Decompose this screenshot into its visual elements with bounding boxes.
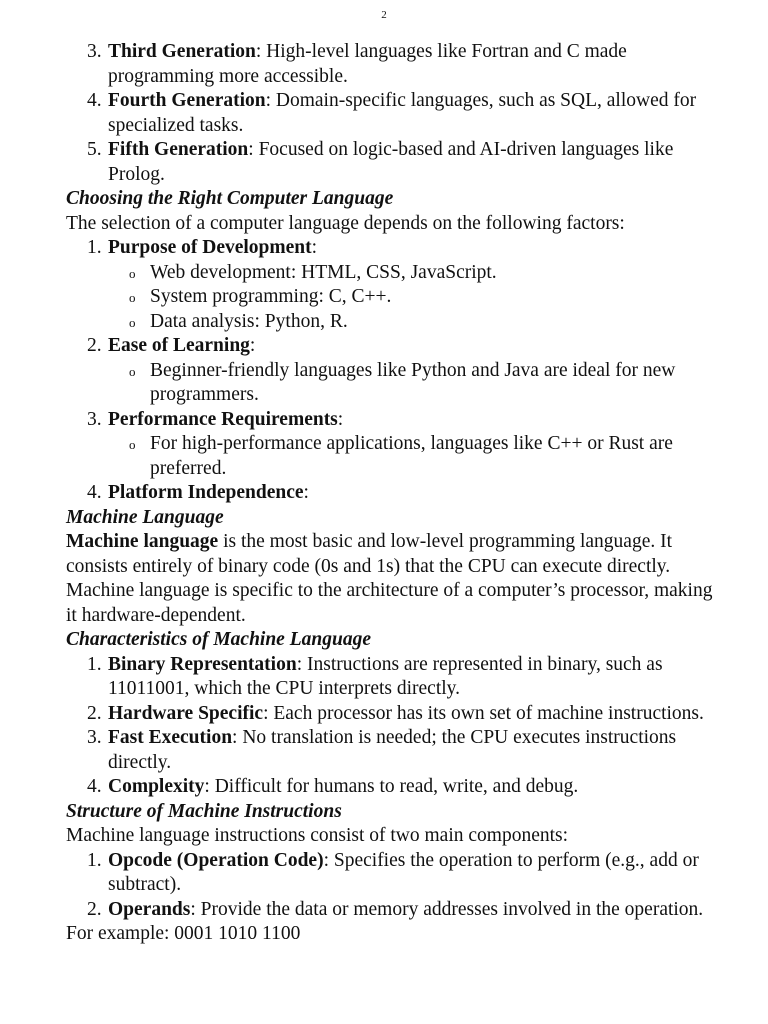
list-marker: 1. xyxy=(87,653,102,675)
sub-item-text: Data analysis: Python, R. xyxy=(150,310,348,332)
list-marker: 2. xyxy=(87,898,102,920)
description: : Specifies the operation to perform (e.g., add or subtract). xyxy=(108,849,699,895)
sub-item-text: Beginner-friendly languages like Python and Java are ideal for new programmers. xyxy=(150,359,676,405)
list-marker: 2. xyxy=(87,335,102,356)
description: : Domain-specific languages, such as SQL, allowed for specialized tasks. xyxy=(108,90,697,136)
sub-list-item xyxy=(129,359,726,408)
list-item xyxy=(87,408,726,482)
term: Operands xyxy=(108,898,191,920)
description: : xyxy=(303,482,309,503)
sub-item-text: System programming: C, C++. xyxy=(150,286,392,307)
section-heading: Characteristics of Machine Language xyxy=(66,629,371,650)
list-item xyxy=(87,775,726,800)
list-marker: 2. xyxy=(87,702,102,724)
sub-list xyxy=(108,261,726,335)
list-marker: 4. xyxy=(87,482,102,503)
sub-list xyxy=(108,359,726,408)
description: : High-level languages like Fortran and C made programming more accessible. xyxy=(108,41,627,87)
list-item xyxy=(87,849,726,898)
paragraph xyxy=(66,530,726,628)
sub-item-text: For high-performance applications, languages like C++ or Rust are preferred. xyxy=(150,433,673,479)
page-number: 2 xyxy=(381,9,387,21)
section-heading: Structure of Machine Instructions xyxy=(66,800,342,822)
description: : xyxy=(249,335,256,356)
description: : Focused on logic-based and AI-driven languages like Prolog. xyxy=(108,139,674,185)
list-marker: 4. xyxy=(87,90,102,111)
description: : No translation is needed; the CPU executes instructions directly. xyxy=(108,727,677,773)
paragraph-text: is the most basic and low-level programming language. It consists entirely of binary code (0s and 1s) that the CPU can execute directly. Machine language is specific to the architecture of a computer’s processor, making it hardware-dependent. xyxy=(66,531,713,626)
list-marker: 3. xyxy=(87,408,102,430)
list-marker: 4. xyxy=(87,776,102,797)
list-marker: 1. xyxy=(87,237,102,258)
description: : xyxy=(311,237,318,258)
sub-list-item xyxy=(129,432,726,481)
list-item xyxy=(87,138,726,187)
term: Third Generation xyxy=(108,41,256,62)
list-item xyxy=(87,40,726,89)
list-item xyxy=(87,236,726,334)
bullet-icon: o xyxy=(129,290,136,305)
document-body xyxy=(66,40,726,947)
sub-list xyxy=(108,432,726,481)
generations-list xyxy=(66,40,726,187)
term: Machine language xyxy=(66,531,219,552)
bullet-icon: o xyxy=(129,363,136,379)
term: Ease of Learning xyxy=(108,335,250,356)
list-item xyxy=(87,89,726,138)
bullet-icon: o xyxy=(129,265,136,281)
term: Binary Representation xyxy=(108,653,297,675)
term: Fast Execution xyxy=(108,727,233,748)
term: Performance Requirements xyxy=(108,408,338,430)
list-marker: 3. xyxy=(87,41,102,62)
paragraph: Machine language instructions consist of two main components: xyxy=(66,825,569,846)
characteristics-list xyxy=(66,653,726,800)
term: Fifth Generation xyxy=(108,139,249,160)
sub-list-item xyxy=(129,310,726,335)
section-heading: Machine Language xyxy=(66,506,224,528)
sub-list-item xyxy=(129,285,726,310)
list-item xyxy=(87,898,726,923)
list-item xyxy=(87,702,726,727)
term: Hardware Specific xyxy=(108,702,264,724)
list-marker: 5. xyxy=(87,139,102,160)
list-item xyxy=(87,334,726,408)
description: : Instructions are represented in binary, such as 11011001, which the CPU interprets directly. xyxy=(108,653,663,699)
term: Platform Independence xyxy=(108,482,304,503)
term: Fourth Generation xyxy=(108,90,266,111)
paragraph: For example: 0001 1010 1100 xyxy=(66,923,301,944)
sub-item-text: Web development: HTML, CSS, JavaScript. xyxy=(150,261,497,283)
factors-list xyxy=(66,236,726,506)
list-marker: 1. xyxy=(87,849,102,871)
description: : xyxy=(337,408,344,430)
bullet-icon: o xyxy=(129,314,136,330)
list-item xyxy=(87,481,726,506)
description: : Each processor has its own set of machine instructions. xyxy=(263,702,704,724)
section-heading: Choosing the Right Computer Language xyxy=(66,188,394,209)
sub-list-item xyxy=(129,261,726,286)
description: : Provide the data or memory addresses involved in the operation. xyxy=(190,898,704,920)
list-marker: 3. xyxy=(87,727,102,748)
structure-list xyxy=(66,849,726,923)
list-item xyxy=(87,653,726,702)
term: Complexity xyxy=(108,776,205,797)
term: Purpose of Development xyxy=(108,237,312,258)
bullet-icon: o xyxy=(129,437,136,452)
description: : Difficult for humans to read, write, and debug. xyxy=(204,776,579,797)
paragraph: The selection of a computer language depends on the following factors: xyxy=(66,212,625,234)
term: Opcode (Operation Code) xyxy=(108,849,324,871)
list-item xyxy=(87,726,726,775)
